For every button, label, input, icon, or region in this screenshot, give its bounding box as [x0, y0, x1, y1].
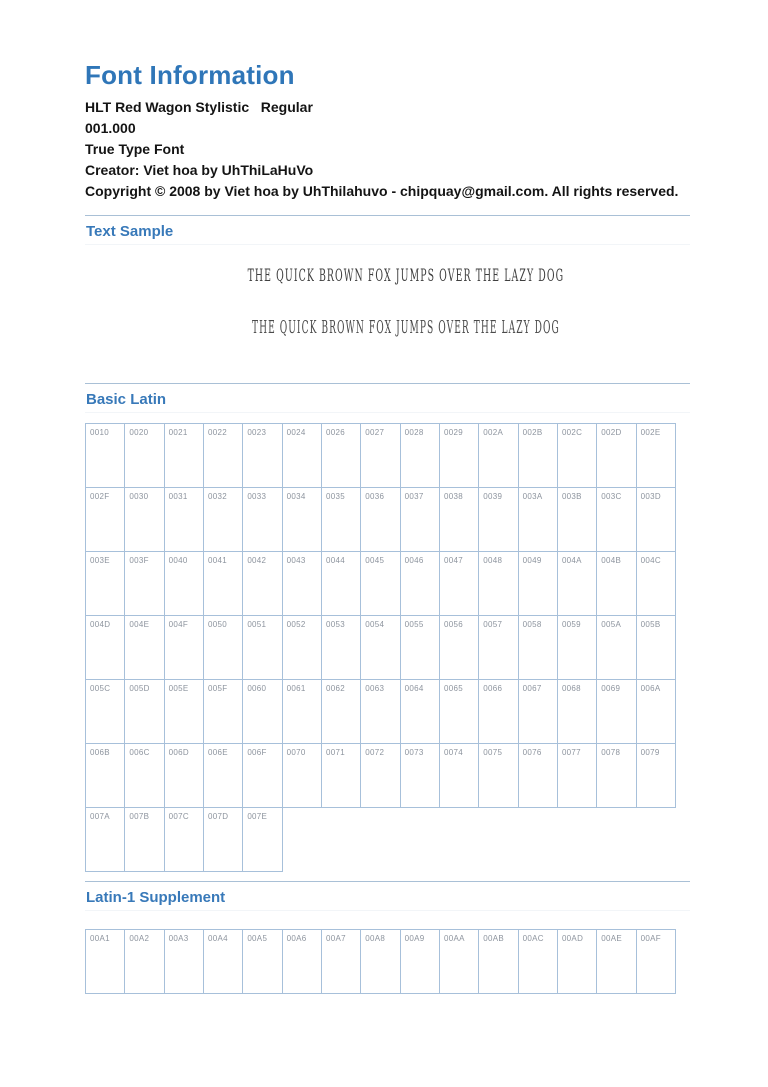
glyph-code: 00AF: [640, 934, 661, 943]
glyph-code: 00A1: [90, 934, 110, 943]
glyph-code: 0051: [247, 620, 267, 629]
glyph-code: 002E: [640, 428, 661, 437]
glyph-code: 0060: [247, 684, 267, 693]
glyph-code: 005A: [601, 620, 622, 629]
glyph-code: 0031: [168, 492, 188, 501]
glyph-code: 0043: [286, 556, 306, 565]
glyph-code: 0040: [168, 556, 188, 565]
glyph-cell: [478, 615, 518, 680]
glyph-cell: [400, 679, 440, 744]
glyph-cell: [85, 743, 125, 808]
glyph-cell: [124, 679, 164, 744]
glyph-cell: [478, 929, 518, 994]
glyph-code: 0039: [483, 492, 503, 501]
latin1-supplement-heading: Latin-1 Supplement: [85, 882, 690, 911]
glyph-code: 0010: [90, 428, 109, 437]
glyph-code: 0068: [561, 684, 581, 693]
glyph-code: 0059: [561, 620, 581, 629]
glyph-cell: [85, 679, 125, 744]
glyph-code: 002A: [483, 428, 504, 437]
section-text-sample: [85, 215, 690, 383]
glyph-cell: [164, 551, 204, 616]
glyph-cell: [124, 423, 164, 488]
glyph-cell: [242, 679, 282, 744]
glyph-code: 0065: [443, 684, 463, 693]
glyph-code: 0041: [207, 556, 227, 565]
glyph-cell: [596, 487, 636, 552]
glyph-cell: [636, 929, 676, 994]
glyph-cell: [282, 487, 322, 552]
glyph-code: 0033: [247, 492, 267, 501]
glyph-cell: [124, 929, 164, 994]
glyph-code: 006B: [90, 748, 110, 757]
glyph-code: 00AB: [483, 934, 505, 943]
glyph-code: 007A: [90, 812, 110, 821]
glyph-code: 005E: [168, 684, 189, 693]
glyph-code: 0047: [443, 556, 463, 565]
glyph-cell: [596, 615, 636, 680]
font-type: True Type Font: [85, 141, 185, 157]
glyph-cell: [203, 487, 243, 552]
glyph-cell: [242, 551, 282, 616]
glyph-cell: [85, 807, 125, 872]
glyph-code: 00AE: [601, 934, 623, 943]
glyph-cell: [636, 487, 676, 552]
glyph-code: 0049: [522, 556, 542, 565]
glyph-code: 0045: [365, 556, 385, 565]
glyph-code: 00AD: [561, 934, 584, 943]
sample-line-stylistic: [85, 319, 690, 337]
glyph-cell: [164, 487, 204, 552]
glyph-cell: [282, 423, 322, 488]
glyph-row: [85, 423, 690, 487]
glyph-code: 0073: [404, 748, 424, 757]
glyph-cell: [439, 615, 479, 680]
glyph-cell: [557, 551, 597, 616]
sample-text-stylistic: THE QUICK BROWN FOX JUMPS OVER THE LAZY DOG: [251, 318, 560, 339]
glyph-cell: [203, 743, 243, 808]
glyph-code: 006D: [168, 748, 189, 757]
glyph-code: 0056: [443, 620, 463, 629]
glyph-cell: [518, 679, 558, 744]
glyph-cell: [557, 679, 597, 744]
glyph-code: 0023: [247, 428, 267, 437]
glyph-cell: [636, 615, 676, 680]
glyph-cell: [321, 487, 361, 552]
glyph-code: 004A: [561, 556, 582, 565]
glyph-cell: [85, 929, 125, 994]
glyph-cell: [85, 615, 125, 680]
glyph-code: 0063: [365, 684, 385, 693]
glyph-cell: [518, 423, 558, 488]
glyph-cell: [203, 423, 243, 488]
glyph-cell: [124, 487, 164, 552]
glyph-code: 002F: [90, 492, 110, 501]
glyph-cell: [242, 487, 282, 552]
glyph-code: 0038: [443, 492, 463, 501]
glyph-cell: [85, 423, 125, 488]
glyph-code: 00AC: [522, 934, 544, 943]
glyph-cell: [282, 615, 322, 680]
glyph-code: 00A3: [168, 934, 189, 943]
glyph-cell: [557, 487, 597, 552]
glyph-cell: [478, 423, 518, 488]
glyph-cell: [282, 551, 322, 616]
glyph-cell: [203, 807, 243, 872]
glyph-code: 002B: [522, 428, 543, 437]
glyph-row: [85, 679, 690, 743]
glyph-code: 006A: [640, 684, 661, 693]
glyph-code: 006F: [247, 748, 267, 757]
glyph-cell: [124, 807, 164, 872]
glyph-cell: [124, 615, 164, 680]
glyph-code: 0062: [325, 684, 345, 693]
font-metadata: [85, 97, 690, 202]
glyph-code: 0061: [286, 684, 306, 693]
glyph-row: [85, 807, 690, 871]
glyph-cell: [557, 929, 597, 994]
glyph-code: 0034: [286, 492, 306, 501]
glyph-cell: [636, 679, 676, 744]
glyph-code: 007C: [168, 812, 189, 821]
glyph-cell: [360, 929, 400, 994]
glyph-code: 0071: [325, 748, 345, 757]
glyph-cell: [439, 423, 479, 488]
glyph-code: 0050: [207, 620, 227, 629]
glyph-cell: [242, 807, 282, 872]
glyph-code: 002D: [601, 428, 622, 437]
glyph-cell: [596, 929, 636, 994]
glyph-cell: [321, 551, 361, 616]
glyph-cell: [518, 929, 558, 994]
glyph-cell: [360, 423, 400, 488]
glyph-cell: [360, 487, 400, 552]
glyph-code: 00A2: [129, 934, 150, 943]
glyph-cell: [439, 487, 479, 552]
text-sample-area: [85, 245, 690, 363]
glyph-cell: [282, 929, 322, 994]
glyph-code: 0042: [247, 556, 267, 565]
glyph-cell: [400, 551, 440, 616]
glyph-cell: [360, 615, 400, 680]
glyph-code: 00A9: [404, 934, 425, 943]
glyph-code: 0037: [404, 492, 424, 501]
glyph-cell: [321, 679, 361, 744]
glyph-cell: [203, 679, 243, 744]
glyph-cell: [321, 743, 361, 808]
glyph-cell: [439, 929, 479, 994]
glyph-code: 0077: [561, 748, 581, 757]
glyph-code: 004C: [640, 556, 661, 565]
glyph-cell: [85, 487, 125, 552]
latin1-supplement-grid: [85, 929, 690, 993]
glyph-cell: [478, 743, 518, 808]
glyph-row: [85, 929, 690, 993]
glyph-code: 0076: [522, 748, 542, 757]
section-latin1-supplement: [85, 881, 690, 993]
glyph-code: 006C: [129, 748, 150, 757]
glyph-code: 005C: [90, 684, 111, 693]
glyph-cell: [596, 551, 636, 616]
glyph-cell: [360, 743, 400, 808]
glyph-code: 0052: [286, 620, 306, 629]
glyph-cell: [596, 743, 636, 808]
glyph-cell: [400, 487, 440, 552]
glyph-code: 0067: [522, 684, 542, 693]
glyph-cell: [164, 929, 204, 994]
glyph-cell: [636, 551, 676, 616]
glyph-cell: [164, 679, 204, 744]
glyph-cell: [400, 423, 440, 488]
glyph-cell: [164, 743, 204, 808]
sample-line-regular: [85, 267, 690, 285]
glyph-code: 0066: [483, 684, 503, 693]
glyph-code: 0069: [601, 684, 621, 693]
glyph-code: 003B: [561, 492, 582, 501]
font-creator: Creator: Viet hoa by UhThiLaHuVo: [85, 162, 314, 178]
glyph-cell: [124, 551, 164, 616]
glyph-cell: [636, 423, 676, 488]
glyph-code: 003A: [522, 492, 543, 501]
glyph-cell: [360, 551, 400, 616]
glyph-code: 00A7: [325, 934, 346, 943]
sample-text-regular: THE QUICK BROWN FOX JUMPS OVER THE LAZY DOG: [247, 266, 564, 287]
glyph-code: 0057: [483, 620, 503, 629]
glyph-code: 0070: [286, 748, 306, 757]
basic-latin-grid: [85, 423, 690, 871]
glyph-cell: [596, 423, 636, 488]
glyph-code: 0074: [443, 748, 463, 757]
glyph-code: 0024: [286, 428, 306, 437]
font-info-page: [85, 60, 690, 993]
glyph-code: 0054: [365, 620, 385, 629]
glyph-cell: [400, 615, 440, 680]
glyph-cell: [242, 423, 282, 488]
glyph-code: 003C: [601, 492, 622, 501]
glyph-code: 0048: [483, 556, 503, 565]
font-version: 001.000: [85, 120, 136, 136]
glyph-code: 004E: [129, 620, 150, 629]
glyph-code: 0064: [404, 684, 424, 693]
glyph-cell: [439, 551, 479, 616]
text-sample-heading: Text Sample: [85, 216, 690, 245]
glyph-code: 0020: [129, 428, 149, 437]
glyph-row: [85, 551, 690, 615]
glyph-code: 003E: [90, 556, 110, 565]
glyph-code: 005B: [640, 620, 661, 629]
page-title: Font Information: [85, 60, 295, 90]
glyph-code: 007D: [207, 812, 229, 821]
glyph-cell: [636, 743, 676, 808]
glyph-cell: [557, 423, 597, 488]
glyph-code: 00A5: [247, 934, 268, 943]
glyph-code: 0027: [365, 428, 385, 437]
glyph-cell: [439, 743, 479, 808]
glyph-cell: [518, 615, 558, 680]
glyph-code: 00AA: [443, 934, 465, 943]
glyph-cell: [164, 807, 204, 872]
glyph-cell: [596, 679, 636, 744]
glyph-code: 00A6: [286, 934, 307, 943]
glyph-row: [85, 615, 690, 679]
glyph-code: 0021: [168, 428, 188, 437]
glyph-code: 0075: [483, 748, 503, 757]
glyph-code: 004F: [168, 620, 189, 629]
section-basic-latin: [85, 383, 690, 881]
glyph-cell: [203, 551, 243, 616]
glyph-cell: [360, 679, 400, 744]
glyph-cell: [85, 551, 125, 616]
glyph-code: 0072: [365, 748, 385, 757]
glyph-code: 00A8: [365, 934, 386, 943]
glyph-cell: [400, 929, 440, 994]
glyph-code: 0055: [404, 620, 424, 629]
glyph-cell: [282, 743, 322, 808]
glyph-cell: [242, 615, 282, 680]
glyph-code: 004B: [601, 556, 622, 565]
glyph-cell: [124, 743, 164, 808]
font-copyright: Copyright © 2008 by Viet hoa by UhThilahuvo - chipquay@gmail.com. All rights reserved.: [85, 183, 679, 199]
glyph-code: 0029: [443, 428, 463, 437]
glyph-cell: [557, 615, 597, 680]
glyph-cell: [439, 679, 479, 744]
glyph-code: 0053: [325, 620, 345, 629]
font-name: HLT Red Wagon Stylistic Regular: [85, 99, 313, 115]
glyph-cell: [321, 423, 361, 488]
glyph-code: 007E: [247, 812, 268, 821]
glyph-code: 002C: [561, 428, 583, 437]
glyph-code: 003F: [129, 556, 149, 565]
glyph-code: 0022: [207, 428, 227, 437]
glyph-cell: [203, 929, 243, 994]
glyph-cell: [164, 423, 204, 488]
glyph-code: 0058: [522, 620, 542, 629]
glyph-code: 0079: [640, 748, 660, 757]
glyph-cell: [518, 551, 558, 616]
glyph-cell: [321, 615, 361, 680]
glyph-cell: [242, 929, 282, 994]
glyph-code: 0026: [325, 428, 345, 437]
glyph-code: 0036: [365, 492, 385, 501]
glyph-cell: [478, 679, 518, 744]
glyph-cell: [557, 743, 597, 808]
glyph-cell: [518, 487, 558, 552]
glyph-code: 0030: [129, 492, 149, 501]
glyph-code: 006E: [207, 748, 228, 757]
glyph-cell: [164, 615, 204, 680]
glyph-code: 007B: [129, 812, 150, 821]
glyph-row: [85, 487, 690, 551]
glyph-code: 004D: [90, 620, 111, 629]
glyph-cell: [203, 615, 243, 680]
glyph-code: 003D: [640, 492, 661, 501]
glyph-code: 005F: [207, 684, 228, 693]
basic-latin-heading: Basic Latin: [85, 384, 690, 413]
glyph-cell: [400, 743, 440, 808]
glyph-code: 0046: [404, 556, 424, 565]
glyph-code: 0035: [325, 492, 345, 501]
glyph-code: 005D: [129, 684, 150, 693]
glyph-code: 0028: [404, 428, 424, 437]
glyph-cell: [321, 929, 361, 994]
glyph-cell: [518, 743, 558, 808]
glyph-cell: [478, 487, 518, 552]
glyph-cell: [282, 679, 322, 744]
glyph-cell: [478, 551, 518, 616]
glyph-code: 0032: [207, 492, 227, 501]
glyph-code: 00A4: [207, 934, 228, 943]
glyph-code: 0078: [601, 748, 621, 757]
glyph-code: 0044: [325, 556, 345, 565]
glyph-row: [85, 743, 690, 807]
glyph-cell: [242, 743, 282, 808]
